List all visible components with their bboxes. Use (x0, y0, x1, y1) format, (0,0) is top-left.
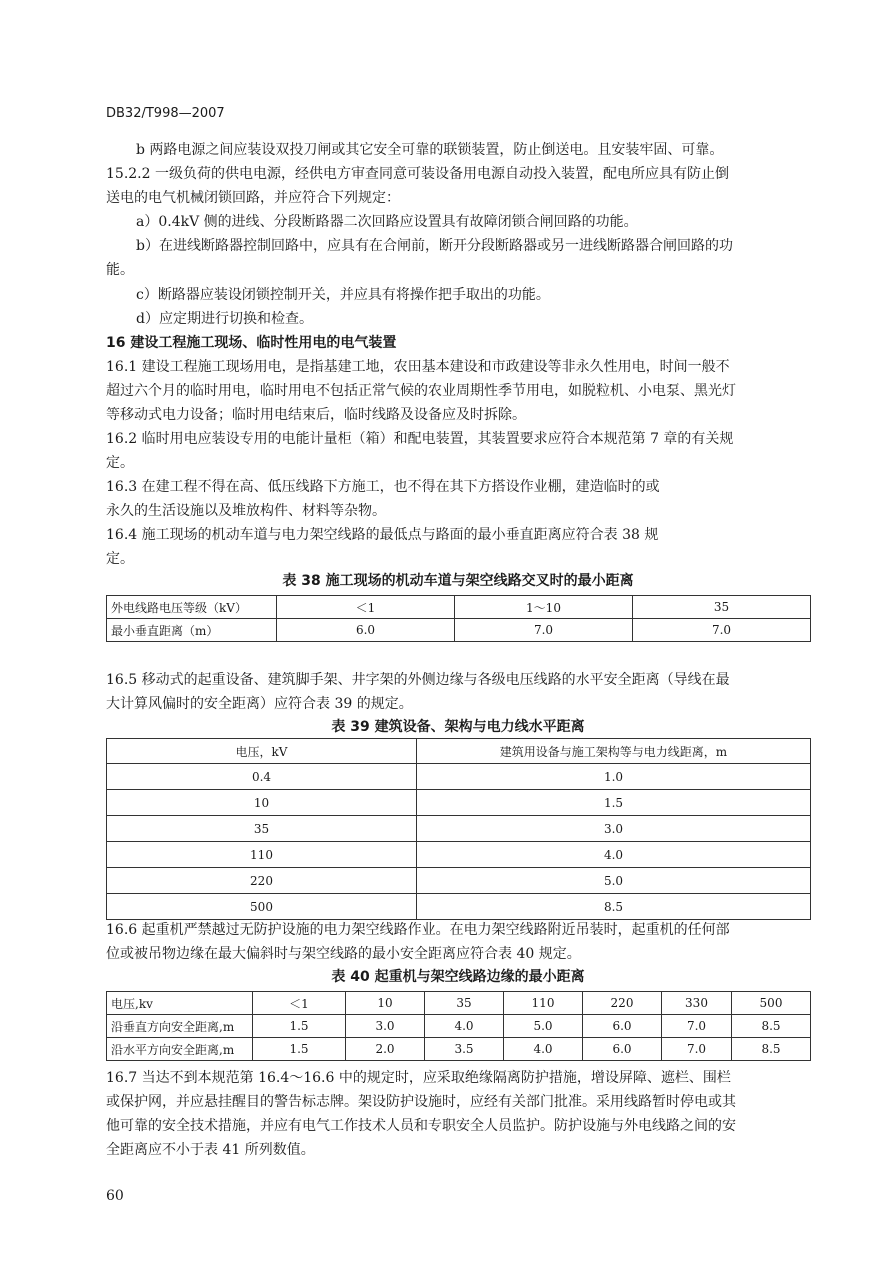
clause-15-2-2-line2: 送电的电气机械闭锁回路，并应符合下列规定： (106, 190, 400, 206)
table-cell: 1.5 (253, 1038, 346, 1061)
table-cell: 最小垂直距离（m） (107, 619, 277, 642)
table-cell: 6.0 (277, 619, 455, 642)
item-b-line2: 能。 (106, 262, 134, 278)
table-row (107, 764, 811, 790)
table-row (107, 596, 811, 619)
clause-16-6-line1: 16.6 起重机严禁越过无防护设施的电力架空线路作业。在电力架空线路附近吊装时，起重机的任何部 (106, 922, 730, 938)
table-cell: 7.0 (662, 1038, 732, 1061)
table-header-cell: 建筑用设备与施工架构等与电力线距离，m (417, 739, 811, 764)
table-cell: 8.5 (732, 1015, 811, 1038)
table-cell: 5.0 (417, 868, 811, 894)
clause-16-6-line2: 位或被吊物边缘在最大偏斜时与架空线路的最小安全距离应符合表 40 规定。 (106, 946, 581, 962)
table-cell: 35 (425, 992, 504, 1015)
section-16-heading: 16 建设工程施工现场、临时性用电的电气装置 (106, 335, 397, 351)
table-cell: 220 (583, 992, 662, 1015)
document-code: DB32/T998—2007 (106, 106, 225, 121)
item-a: a）0.4kV 侧的进线、分段断路器二次回路应设置具有故障闭锁合闸回路的功能。 (136, 214, 638, 230)
table39-caption: 表 39 建筑设备、架构与电力线水平距离 (331, 719, 585, 735)
table39 (106, 738, 811, 920)
table-cell: 35 (633, 596, 811, 619)
table-row (107, 790, 811, 816)
table-cell: 外电线路电压等级（kV） (107, 596, 277, 619)
table38 (106, 595, 811, 642)
clause-16-4-line1: 16.4 施工现场的机动车道与电力架空线路的最低点与路面的最小垂直距离应符合表 38 规 (106, 527, 659, 543)
clause-16-5-line1: 16.5 移动式的起重设备、建筑脚手架、井字架的外侧边缘与各级电压线路的水平安全距离（导线在最 (106, 672, 730, 688)
table-cell: 35 (107, 816, 417, 842)
item-c: c）断路器应装设闭锁控制开关，并应具有将操作把手取出的功能。 (136, 287, 550, 303)
table-cell: ＜1 (277, 596, 455, 619)
table-cell: 0.4 (107, 764, 417, 790)
table-cell: 110 (504, 992, 583, 1015)
page-number: 60 (106, 1188, 124, 1204)
clause-16-4-line2: 定。 (106, 551, 134, 567)
clause-16-3-line1: 16.3 在建工程不得在高、低压线路下方施工，也不得在其下方搭设作业棚，建造临时的或 (106, 479, 660, 495)
table-cell: 1.5 (417, 790, 811, 816)
table-cell: 7.0 (633, 619, 811, 642)
item-b-line1: b）在进线断路器控制回路中，应具有在合闸前，断开分段断路器或另一进线断路器合闸回路的功 (136, 238, 733, 254)
table-cell: 10 (107, 790, 417, 816)
table-row (107, 816, 811, 842)
table40-caption: 表 40 起重机与架空线路边缘的最小距离 (331, 969, 585, 985)
table-cell: 3.0 (346, 1015, 425, 1038)
table-cell: 7.0 (455, 619, 633, 642)
table40 (106, 991, 811, 1061)
table-row (107, 868, 811, 894)
table-row (107, 842, 811, 868)
table-cell: 10 (346, 992, 425, 1015)
clause-16-2-line1: 16.2 临时用电应装设专用的电能计量柜（箱）和配电装置，其装置要求应符合本规范第 7 章的有关规 (106, 431, 734, 447)
clause-b-text: b 两路电源之间应装设双投刀闸或其它安全可靠的联锁装置，防止倒送电。且安装牢固、可靠。 (136, 142, 724, 158)
table-header-cell: 电压，kV (107, 739, 417, 764)
table-row (107, 619, 811, 642)
table-cell: 3.5 (425, 1038, 504, 1061)
clause-15-2-2-line1: 15.2.2 一级负荷的供电电源，经供电方审查同意可装设备用电源自动投入装置，配电所应具有防止倒 (106, 166, 729, 182)
table-cell: 8.5 (732, 1038, 811, 1061)
table-cell: 1.0 (417, 764, 811, 790)
table-row (107, 992, 811, 1015)
table-cell: ＜1 (253, 992, 346, 1015)
table-cell: 500 (107, 894, 417, 920)
clause-16-7-line2: 或保护网，并应悬挂醒目的警告标志牌。架设防护设施时，应经有关部门批准。采用线路暂时停电或其 (106, 1094, 736, 1110)
table-cell: 1～10 (455, 596, 633, 619)
table-cell: 4.0 (425, 1015, 504, 1038)
table-row (107, 1038, 811, 1061)
table-cell: 沿水平方向安全距离,m (107, 1038, 253, 1061)
table-cell: 4.0 (417, 842, 811, 868)
table-cell: 4.0 (504, 1038, 583, 1061)
clause-16-2-line2: 定。 (106, 455, 134, 471)
clause-16-1-line1: 16.1 建设工程施工现场用电，是指基建工地，农田基本建设和市政建设等非永久性用电，时间一般不 (106, 359, 730, 375)
table-cell: 1.5 (253, 1015, 346, 1038)
clause-16-7-line4: 全距离应不小于表 41 所列数值。 (106, 1142, 315, 1158)
clause-16-3-line2: 永久的生活设施以及堆放构件、材料等杂物。 (106, 503, 386, 519)
item-d: d）应定期进行切换和检查。 (136, 311, 313, 327)
clause-16-5-line2: 大计算风偏时的安全距离）应符合表 39 的规定。 (106, 696, 413, 712)
table-row (107, 1015, 811, 1038)
table-cell: 5.0 (504, 1015, 583, 1038)
table-cell: 6.0 (583, 1038, 662, 1061)
table-cell: 7.0 (662, 1015, 732, 1038)
table38-caption: 表 38 施工现场的机动车道与架空线路交叉时的最小距离 (282, 573, 634, 589)
clause-16-1-line3: 等移动式电力设备；临时用电结束后，临时线路及设备应及时拆除。 (106, 407, 526, 423)
table-cell: 沿垂直方向安全距离,m (107, 1015, 253, 1038)
clause-16-7-line3: 他可靠的安全技术措施，并应有电气工作技术人员和专职安全人员监护。防护设施与外电线路之间的安 (106, 1118, 736, 1134)
clause-16-7-line1: 16.7 当达不到本规范第 16.4～16.6 中的规定时，应采取绝缘隔离防护措施，增设屏障、遮栏、围栏 (106, 1070, 731, 1086)
table-cell: 3.0 (417, 816, 811, 842)
table-cell: 220 (107, 868, 417, 894)
table-cell: 330 (662, 992, 732, 1015)
table-row (107, 894, 811, 920)
table-cell: 2.0 (346, 1038, 425, 1061)
clause-16-1-line2: 超过六个月的临时用电，临时用电不包括正常气候的农业周期性季节用电，如脱粒机、小电泵、黑光灯 (106, 383, 736, 399)
table-cell: 8.5 (417, 894, 811, 920)
table-cell: 500 (732, 992, 811, 1015)
table-cell: 电压,kv (107, 992, 253, 1015)
table-header-row (107, 739, 811, 764)
table-cell: 6.0 (583, 1015, 662, 1038)
table-cell: 110 (107, 842, 417, 868)
